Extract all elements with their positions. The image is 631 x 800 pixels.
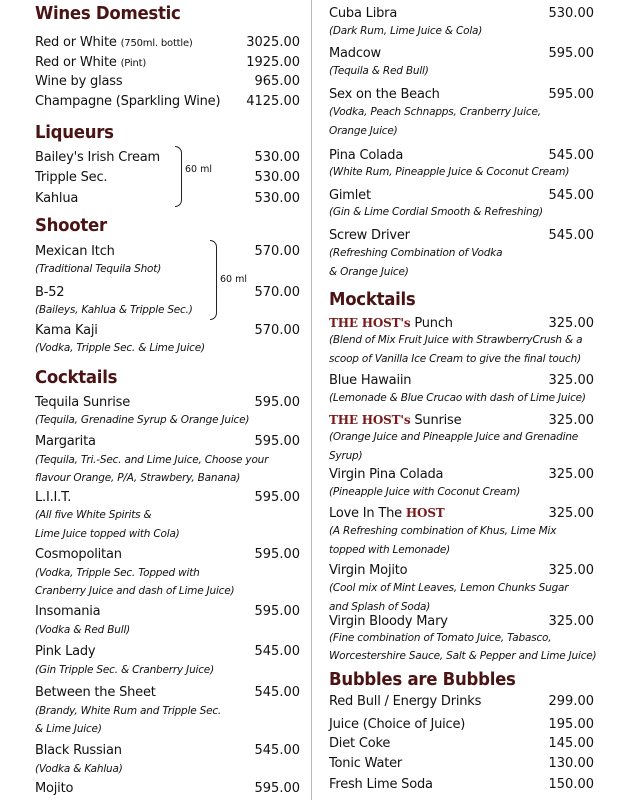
item-name-text: Sex on the Beach [329, 87, 440, 102]
menu-item-price: 325.00 [548, 467, 594, 482]
item-name-text: B-52 [35, 285, 65, 300]
item-name-text: Cosmopolitan [35, 547, 122, 562]
menu-item-description: (Tequila & Red Bull) [329, 65, 429, 77]
item-name-text: Red or White [35, 55, 117, 70]
menu-item-price: 530.00 [254, 170, 300, 185]
section-heading: Cocktails [35, 367, 118, 388]
item-size-note: (750ml. bottle) [120, 38, 193, 49]
menu-item-description: (Fine combination of Tomato Juice, Tabasco, [329, 632, 552, 644]
menu-item-description: Orange Juice) [329, 125, 398, 137]
item-name-text: Gimlet [329, 188, 371, 203]
brace-bracket [175, 146, 182, 207]
menu-item-description: (Tequila, Grenadine Syrup & Orange Juice) [35, 414, 250, 426]
item-name-text: Red or White [35, 35, 117, 50]
menu-item-description: (Vodka, Peach Schnapps, Cranberry Juice, [329, 106, 541, 118]
item-name-text: Love In The [329, 506, 406, 521]
item-name-text: Mexican Itch [35, 244, 115, 259]
menu-item-price: 145.00 [548, 736, 594, 751]
item-name-text: Champagne (Sparkling Wine) [35, 94, 221, 109]
menu-item-price: 3025.00 [246, 35, 300, 50]
item-name-text: Sunrise [410, 413, 462, 428]
item-name-text: Insomania [35, 604, 101, 619]
menu-item-price: 4125.00 [246, 94, 300, 109]
menu-item-description: (Tequila, Tri.-Sec. and Lime Juice, Choose your [35, 454, 269, 466]
menu-item-price: 545.00 [548, 148, 594, 163]
menu-item-price: 595.00 [254, 547, 300, 562]
menu-item-description: (A Refreshing combination of Khus, Lime Mix [329, 525, 557, 537]
brace-label: 60 ml [185, 164, 213, 175]
menu-item-price: 570.00 [254, 285, 300, 300]
menu-item-description: (White Rum, Pineapple Juice & Coconut Cream) [329, 166, 570, 178]
menu-item-description: (Lemonade & Blue Crucao with dash of Lime Juice) [329, 392, 586, 404]
menu-item-description: Worcestershire Sauce, Salt & Pepper and Lime Juice) [329, 650, 597, 662]
item-name-text: L.I.I.T. [35, 490, 72, 505]
menu-item-price: 595.00 [548, 87, 594, 102]
menu-item-description: (Pineapple Juice with Coconut Cream) [329, 486, 521, 498]
item-name-text: Pink Lady [35, 644, 96, 659]
section-heading: Shooter [35, 215, 107, 236]
item-name-text: Blue Hawaiin [329, 373, 412, 388]
menu-item-description: flavour Orange, P/A, Strawbery, Banana) [35, 472, 241, 484]
menu-item-price: 325.00 [548, 614, 594, 629]
item-name-text: Pina Colada [329, 148, 404, 163]
item-name-text: Screw Driver [329, 228, 410, 243]
menu-item-price: 545.00 [254, 644, 300, 659]
menu-item-description: (Dark Rum, Lime Juice & Cola) [329, 25, 483, 37]
menu-item-description: (Baileys, Kahlua & Tripple Sec.) [35, 304, 193, 316]
menu-item-price: 195.00 [548, 717, 594, 732]
menu-item-price: 545.00 [548, 228, 594, 243]
menu-item-price: 530.00 [254, 191, 300, 206]
brand-label: THE HOST's [329, 413, 411, 427]
menu-item-description: (Orange Juice and Pineapple Juice and Grenadine [329, 431, 579, 443]
menu-item-description: (Brandy, White Rum and Tripple Sec. [35, 705, 222, 717]
menu-item-description: (Vodka & Red Bull) [35, 624, 131, 636]
brace-label: 60 ml [220, 274, 248, 285]
menu-item-description: (Traditional Tequila Shot) [35, 263, 162, 275]
menu-item-price: 595.00 [254, 490, 300, 505]
menu-item-description: and Splash of Soda) [329, 601, 431, 613]
menu-item-price: 570.00 [254, 323, 300, 338]
item-name-text: Margarita [35, 434, 96, 449]
item-name-text: Virgin Pina Colada [329, 467, 444, 482]
menu-item-description: (Refreshing Combination of Vodka [329, 247, 503, 259]
section-heading: Liqueurs [35, 122, 114, 143]
menu-item-price: 1925.00 [246, 55, 300, 70]
item-size-note: (Pint) [120, 58, 147, 69]
item-name-text: Virgin Mojito [329, 563, 408, 578]
menu-item-price: 130.00 [548, 756, 594, 771]
item-name-text: Kama Kaji [35, 323, 98, 338]
menu-item-description: (Vodka, Tripple Sec. Topped with [35, 567, 200, 579]
menu-item-description: scoop of Vanilla Ice Cream to give the final touch) [329, 353, 581, 365]
item-name-text: Bailey's Irish Cream [35, 150, 160, 165]
item-name-text: Between the Sheet [35, 685, 156, 700]
item-name-text: Diet Coke [329, 736, 391, 751]
brand-label: HOST [405, 506, 445, 520]
item-name-text: Kahlua [35, 191, 79, 206]
item-name-text: Mojito [35, 781, 74, 796]
menu-item-description: Syrup) [329, 450, 363, 462]
menu-item-price: 325.00 [548, 373, 594, 388]
section-heading: Bubbles are Bubbles [329, 669, 516, 690]
menu-item-price: 325.00 [548, 563, 594, 578]
menu-item-description: (Gin Tripple Sec. & Cranberry Juice) [35, 664, 214, 676]
menu-item-price: 150.00 [548, 777, 594, 792]
menu-item-price: 595.00 [254, 781, 300, 796]
item-name-text: Cuba Libra [329, 6, 398, 21]
section-heading: Wines Domestic [35, 3, 181, 24]
menu-item-price: 325.00 [548, 316, 594, 331]
item-name-text: Black Russian [35, 743, 122, 758]
item-name-text: Punch [410, 316, 453, 331]
menu-item-price: 325.00 [548, 506, 594, 521]
item-name-text: Virgin Bloody Mary [329, 614, 448, 629]
menu-item-description: (All five White Spirits & [35, 509, 152, 521]
menu-item-price: 530.00 [254, 150, 300, 165]
menu-item-description: (Cool mix of Mint Leaves, Lemon Chunks Sugar [329, 582, 569, 594]
menu-item-description: topped with Lemonade) [329, 544, 451, 556]
section-heading: Mocktails [329, 289, 416, 310]
menu-item-description: (Gin & Lime Cordial Smooth & Refreshing) [329, 206, 543, 218]
menu-item-price: 325.00 [548, 413, 594, 428]
menu-item-price: 545.00 [548, 188, 594, 203]
menu-item-price: 299.00 [548, 694, 594, 709]
menu-item-description: (Vodka & Kahlua) [35, 763, 123, 775]
column-divider [311, 0, 312, 800]
item-name-text: Tonic Water [329, 756, 403, 771]
item-name-text: Wine by glass [35, 74, 123, 89]
menu-item-description: (Blend of Mix Fruit Juice with StrawberryCrush & a [329, 334, 583, 346]
menu-item-price: 545.00 [254, 743, 300, 758]
menu-item-description: Cranberry Juice and dash of Lime Juice) [35, 585, 235, 597]
menu-item-price: 570.00 [254, 244, 300, 259]
menu-item-price: 595.00 [254, 395, 300, 410]
menu-item-description: Lime Juice topped with Cola) [35, 528, 180, 540]
item-name-text: Fresh Lime Soda [329, 777, 433, 792]
brace-bracket [210, 240, 217, 320]
menu-item-price: 595.00 [254, 434, 300, 449]
menu-item-price: 530.00 [548, 6, 594, 21]
item-name-text: Tripple Sec. [35, 170, 108, 185]
item-name-text: Tequila Sunrise [35, 395, 131, 410]
menu-item-price: 595.00 [548, 46, 594, 61]
item-name-text: Juice (Choice of Juice) [329, 717, 466, 732]
menu-item-description: & Lime Juice) [35, 723, 102, 735]
brand-label: THE HOST's [329, 316, 411, 330]
item-name-text: Red Bull / Energy Drinks [329, 694, 482, 709]
menu-item-description: (Vodka, Tripple Sec. & Lime Juice) [35, 342, 205, 354]
menu-item-price: 595.00 [254, 604, 300, 619]
menu-item-price: 965.00 [254, 74, 300, 89]
menu-item-price: 545.00 [254, 685, 300, 700]
item-name-text: Madcow [329, 46, 381, 61]
menu-item-description: & Orange Juice) [329, 266, 409, 278]
